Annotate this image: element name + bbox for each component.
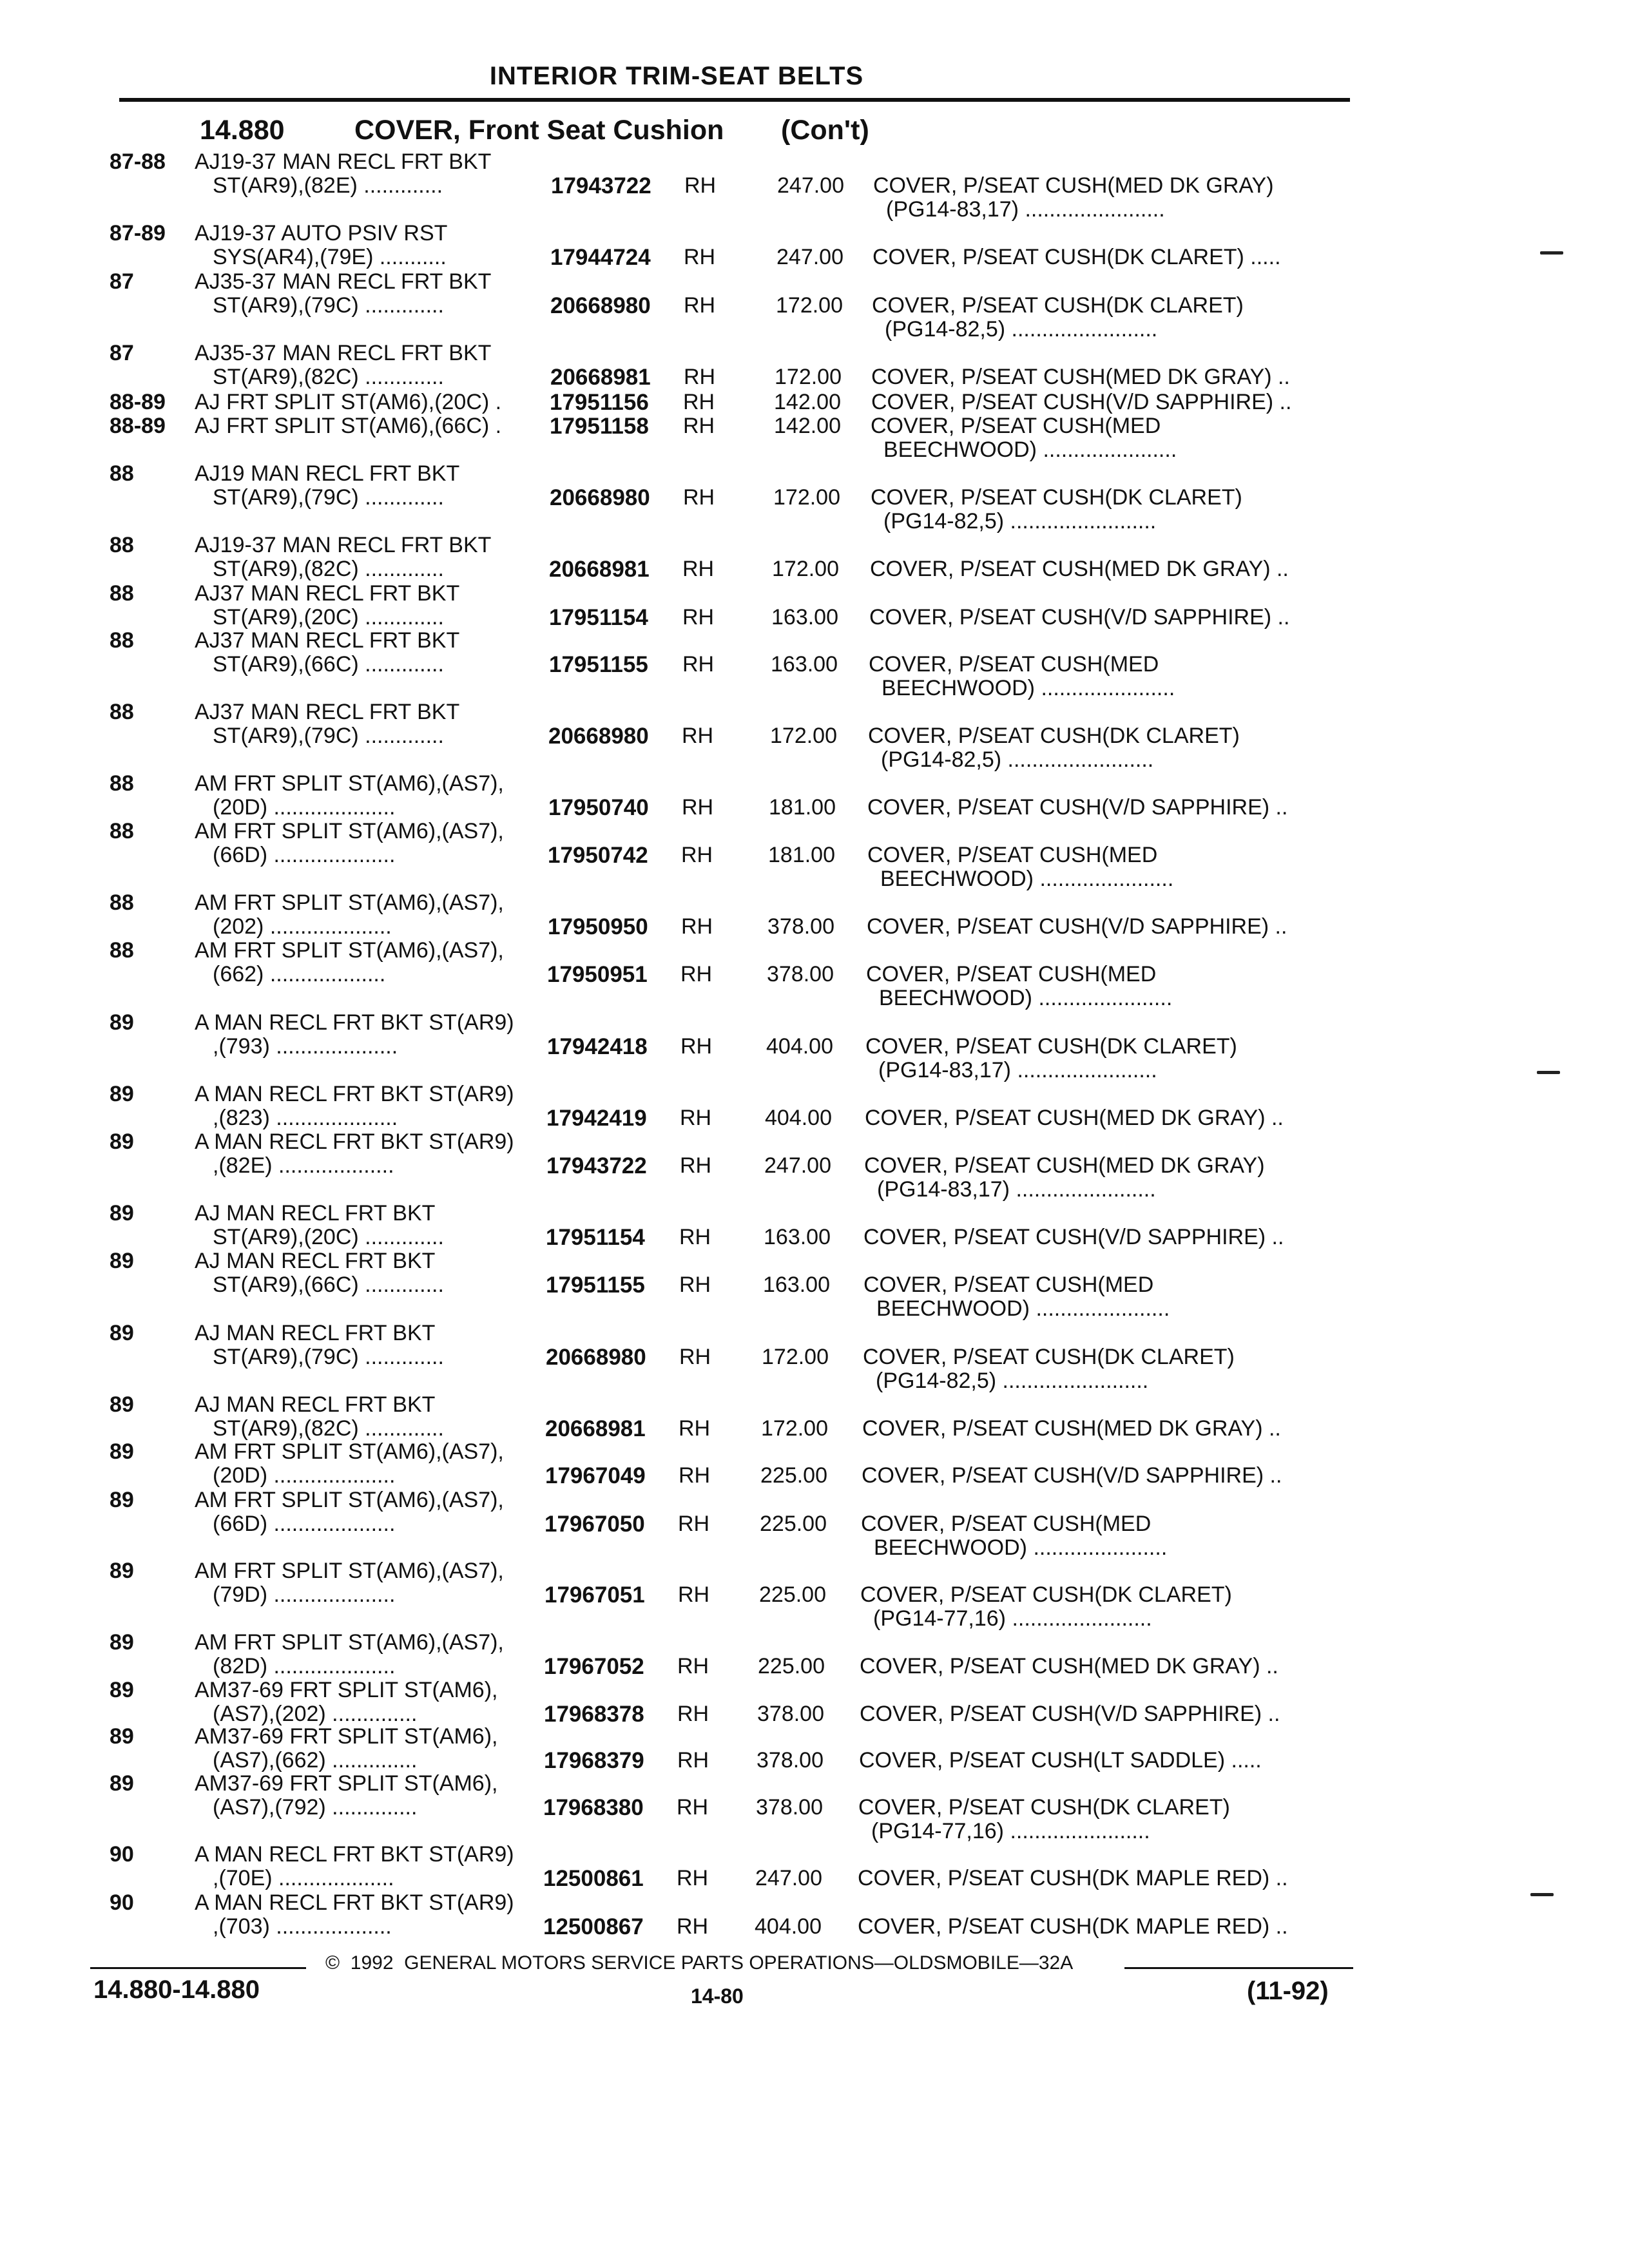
- side-label: RH: [679, 1463, 711, 1488]
- description-line-1: COVER, P/SEAT CUSH(MED DK GRAY) ..: [871, 365, 1290, 389]
- description-line-1: COVER, P/SEAT CUSH(MED: [867, 843, 1158, 867]
- price: 378.00: [767, 914, 834, 939]
- description-line-1: COVER, P/SEAT CUSH(V/D SAPPHIRE) ..: [871, 390, 1292, 414]
- description-line-1: COVER, P/SEAT CUSH(MED: [861, 1512, 1152, 1536]
- description-line-2: BEECHWOOD) ......................: [880, 867, 1174, 891]
- footer-page-number: 14-80: [691, 1984, 744, 2008]
- side-label: RH: [679, 1416, 711, 1441]
- price: 172.00: [776, 293, 843, 318]
- application-line-1: AM FRT SPLIT ST(AM6),(AS7),: [195, 1630, 504, 1655]
- application-line-1: AM FRT SPLIT ST(AM6),(AS7),: [195, 819, 504, 843]
- model-year: 89: [110, 1129, 134, 1154]
- price: 142.00: [774, 414, 841, 438]
- application-line-2: ST(AR9),(20C) .............: [213, 605, 444, 629]
- application-line-2: ,(793) ....................: [213, 1034, 398, 1059]
- part-number: 20668980: [550, 485, 650, 510]
- model-year: 90: [110, 1890, 134, 1915]
- part-number: 17951154: [546, 1225, 645, 1250]
- model-year: 89: [110, 1678, 134, 1702]
- application-line-2: (20D) ....................: [213, 795, 396, 820]
- description-line-1: COVER, P/SEAT CUSH(V/D SAPPHIRE) ..: [869, 605, 1290, 629]
- price: 181.00: [769, 795, 836, 820]
- part-number: 17951155: [546, 1273, 645, 1298]
- part-number: 20668981: [545, 1416, 646, 1441]
- part-number: 17967050: [545, 1512, 645, 1537]
- description-line-1: COVER, P/SEAT CUSH(MED: [869, 652, 1159, 677]
- side-label: RH: [683, 485, 715, 510]
- price: 163.00: [771, 605, 838, 629]
- description-line-2: (PG14-82,5) ........................: [881, 747, 1154, 772]
- side-label: RH: [680, 962, 713, 986]
- footer-date-code: (11-92): [1247, 1977, 1329, 2005]
- application-line-2: ST(AR9),(79C) .............: [213, 724, 444, 748]
- application-line-2: ,(703) ...................: [213, 1914, 392, 1939]
- side-label: RH: [684, 245, 716, 269]
- price: 163.00: [764, 1225, 831, 1249]
- price: 172.00: [775, 365, 842, 389]
- part-number: 20668981: [550, 365, 651, 390]
- part-number: 17968378: [544, 1702, 644, 1727]
- application-line-2: ST(AR9),(66C) .............: [213, 652, 444, 677]
- side-label: RH: [677, 1748, 709, 1773]
- price: 404.00: [766, 1034, 833, 1059]
- description-line-1: COVER, P/SEAT CUSH(DK CLARET): [858, 1795, 1230, 1820]
- description-line-2: (PG14-82,5) ........................: [885, 317, 1158, 341]
- application-line-2: (AS7),(792) ..............: [213, 1795, 418, 1820]
- model-year: 89: [110, 1771, 134, 1796]
- copyright-notice: © 1992 GENERAL MOTORS SERVICE PARTS OPERATIONS—OLDSMOBILE—32A: [325, 1952, 1074, 1974]
- application-line-1: AM37-69 FRT SPLIT ST(AM6),: [195, 1771, 498, 1796]
- part-number: 12500861: [543, 1866, 644, 1891]
- side-label: RH: [677, 1914, 709, 1939]
- description-line-1: COVER, P/SEAT CUSH(DK CLARET): [868, 724, 1240, 748]
- description-line-1: COVER, P/SEAT CUSH(V/D SAPPHIRE) ..: [860, 1702, 1280, 1726]
- application-line-1: AM FRT SPLIT ST(AM6),(AS7),: [195, 938, 504, 963]
- model-year: 87-88: [110, 149, 166, 174]
- application-line-2: ,(70E) ...................: [213, 1866, 394, 1890]
- application-line-1: AJ35-37 MAN RECL FRT BKT: [195, 341, 492, 365]
- description-line-1: COVER, P/SEAT CUSH(MED DK GRAY): [864, 1153, 1265, 1178]
- description-line-2: BEECHWOOD) ......................: [882, 676, 1175, 700]
- description-line-1: COVER, P/SEAT CUSH(DK CLARET): [872, 293, 1244, 318]
- price: 404.00: [755, 1914, 822, 1939]
- application-line-2: ST(AR9),(20C) .............: [213, 1225, 444, 1249]
- model-year: 89: [110, 1630, 134, 1655]
- price: 225.00: [760, 1463, 827, 1488]
- part-number: 17944724: [550, 245, 651, 270]
- model-year: 89: [110, 1392, 134, 1417]
- side-label: RH: [678, 1582, 710, 1607]
- application-line-2: (AS7),(202) ..............: [213, 1702, 418, 1726]
- side-label: RH: [681, 914, 713, 939]
- description-line-2: BEECHWOOD) ......................: [876, 1296, 1170, 1321]
- price: 172.00: [772, 557, 839, 581]
- model-year: 87: [110, 341, 134, 365]
- model-year: 88: [110, 461, 134, 486]
- side-label: RH: [682, 652, 715, 677]
- side-label: RH: [682, 795, 714, 820]
- side-label: RH: [680, 1106, 712, 1130]
- price: 378.00: [757, 1702, 824, 1726]
- application-line-2: (66D) ....................: [213, 1512, 396, 1536]
- application-line-2: (AS7),(662) ..............: [213, 1748, 418, 1773]
- application-line-1: AJ37 MAN RECL FRT BKT: [195, 581, 460, 606]
- price: 225.00: [758, 1654, 825, 1678]
- application-line-1: AJ MAN RECL FRT BKT: [195, 1201, 436, 1225]
- side-label: RH: [681, 843, 713, 867]
- application-line-2: (662) ...................: [213, 962, 386, 986]
- application-line-1: AJ37 MAN RECL FRT BKT: [195, 628, 460, 653]
- application-line-1: AM FRT SPLIT ST(AM6),(AS7),: [195, 890, 504, 915]
- model-year: 89: [110, 1559, 134, 1583]
- description-line-1: COVER, P/SEAT CUSH(MED: [866, 962, 1157, 986]
- model-year: 90: [110, 1842, 134, 1867]
- application-line-2: ST(AR9),(82E) .............: [213, 173, 443, 198]
- margin-mark: [1537, 1071, 1560, 1074]
- price: 225.00: [760, 1512, 827, 1536]
- description-line-2: (PG14-77,16) .......................: [871, 1819, 1150, 1843]
- model-year: 89: [110, 1488, 134, 1512]
- part-number: 17943722: [546, 1153, 647, 1178]
- application-line-2: ST(AR9),(79C) .............: [213, 293, 444, 318]
- part-number: 17942419: [546, 1106, 647, 1131]
- price: 247.00: [755, 1866, 822, 1890]
- part-number: 20668980: [546, 1345, 646, 1370]
- model-year: 88-89: [110, 414, 166, 438]
- part-number: 20668980: [550, 293, 651, 318]
- side-label: RH: [682, 605, 715, 629]
- description-line-1: COVER, P/SEAT CUSH(DK CLARET): [871, 485, 1242, 510]
- model-year: 89: [110, 1321, 134, 1345]
- model-year: 88: [110, 890, 134, 915]
- description-line-1: COVER, P/SEAT CUSH(DK MAPLE RED) ..: [858, 1914, 1288, 1939]
- side-label: RH: [680, 1153, 712, 1178]
- part-number: 17950740: [548, 795, 649, 820]
- model-year: 88: [110, 581, 134, 606]
- side-label: RH: [677, 1654, 709, 1678]
- price: 247.00: [776, 245, 843, 269]
- application-line-1: AJ MAN RECL FRT BKT: [195, 1249, 436, 1273]
- application-line-1: A MAN RECL FRT BKT ST(AR9): [195, 1842, 514, 1867]
- application-line-2: (66D) ....................: [213, 843, 396, 867]
- price: 181.00: [768, 843, 835, 867]
- description-line-1: COVER, P/SEAT CUSH(MED: [863, 1273, 1154, 1297]
- description-line-1: COVER, P/SEAT CUSH(DK MAPLE RED) ..: [858, 1866, 1288, 1890]
- section-name: COVER, Front Seat Cushion: [354, 115, 724, 146]
- application-line-1: AM FRT SPLIT ST(AM6),(AS7),: [195, 1559, 504, 1583]
- price: 172.00: [762, 1345, 829, 1369]
- part-number: 17951156: [550, 390, 649, 415]
- model-year: 88: [110, 533, 134, 557]
- application-line-1: AM37-69 FRT SPLIT ST(AM6),: [195, 1678, 498, 1702]
- part-number: 17950951: [547, 962, 648, 987]
- price: 163.00: [771, 652, 838, 677]
- application-line-2: (20D) ....................: [213, 1463, 396, 1488]
- application-line-1: AJ37 MAN RECL FRT BKT: [195, 700, 460, 724]
- price: 247.00: [777, 173, 844, 198]
- model-year: 88: [110, 771, 134, 796]
- part-number: 20668980: [548, 724, 649, 749]
- page-title: INTERIOR TRIM-SEAT BELTS: [489, 62, 864, 90]
- margin-mark: [1530, 1893, 1554, 1896]
- side-label: RH: [679, 1345, 711, 1369]
- application-line-2: ,(82E) ...................: [213, 1153, 394, 1178]
- model-year: 88: [110, 938, 134, 963]
- part-number: 20668981: [549, 557, 650, 582]
- side-label: RH: [684, 173, 717, 198]
- part-number: 17943722: [551, 173, 651, 198]
- application-line-1: AJ35-37 MAN RECL FRT BKT: [195, 269, 492, 294]
- part-number: 17967051: [545, 1582, 645, 1608]
- side-label: RH: [677, 1702, 709, 1726]
- side-label: RH: [679, 1273, 711, 1297]
- side-label: RH: [683, 390, 715, 414]
- part-number: 17951155: [549, 652, 648, 677]
- description-line-2: (PG14-83,17) .......................: [878, 1058, 1157, 1082]
- description-line-1: COVER, P/SEAT CUSH(MED: [871, 414, 1161, 438]
- header-rule: [119, 98, 1350, 102]
- side-label: RH: [684, 365, 716, 389]
- application-line-2: SYS(AR4),(79E) ...........: [213, 245, 447, 269]
- footer-rule-right: [1124, 1967, 1353, 1969]
- description-line-1: COVER, P/SEAT CUSH(V/D SAPPHIRE) ..: [862, 1463, 1282, 1488]
- application-line-2: ,(823) ....................: [213, 1106, 398, 1130]
- application-line-1: AJ MAN RECL FRT BKT: [195, 1392, 436, 1417]
- application-line-1: AM FRT SPLIT ST(AM6),(AS7),: [195, 1488, 504, 1512]
- description-line-1: COVER, P/SEAT CUSH(V/D SAPPHIRE) ..: [863, 1225, 1284, 1249]
- part-number: 17951154: [549, 605, 648, 630]
- description-line-1: COVER, P/SEAT CUSH(MED DK GRAY): [873, 173, 1274, 198]
- footer-section-range: 14.880-14.880: [93, 1975, 260, 2004]
- side-label: RH: [682, 724, 714, 748]
- part-number: 12500867: [543, 1914, 644, 1939]
- price: 225.00: [759, 1582, 826, 1607]
- application-line-1: A MAN RECL FRT BKT ST(AR9): [195, 1082, 514, 1106]
- application-line-1: A MAN RECL FRT BKT ST(AR9): [195, 1129, 514, 1154]
- description-line-2: (PG14-83,17) .......................: [877, 1177, 1156, 1202]
- side-label: RH: [683, 414, 715, 438]
- section-continued: (Con't): [781, 115, 869, 146]
- side-label: RH: [677, 1866, 709, 1890]
- model-year: 89: [110, 1439, 134, 1464]
- side-label: RH: [679, 1225, 711, 1249]
- application-line-1: AM37-69 FRT SPLIT ST(AM6),: [195, 1724, 498, 1749]
- price: 142.00: [774, 390, 841, 414]
- side-label: RH: [677, 1795, 709, 1820]
- application-line-2: (82D) ....................: [213, 1654, 396, 1678]
- side-label: RH: [678, 1512, 710, 1536]
- description-line-1: COVER, P/SEAT CUSH(MED DK GRAY) ..: [862, 1416, 1281, 1441]
- price: 163.00: [763, 1273, 830, 1297]
- margin-mark: [1540, 251, 1563, 255]
- price: 247.00: [764, 1153, 831, 1178]
- price: 172.00: [773, 485, 840, 510]
- side-label: RH: [682, 557, 715, 581]
- description-line-2: (PG14-83,17) .......................: [886, 197, 1165, 222]
- description-line-1: COVER, P/SEAT CUSH(DK CLARET) .....: [872, 245, 1281, 269]
- description-line-1: COVER, P/SEAT CUSH(MED DK GRAY) ..: [860, 1654, 1278, 1678]
- part-number: 17950742: [548, 843, 648, 868]
- application-line-1: AM FRT SPLIT ST(AM6),(AS7),: [195, 771, 504, 796]
- description-line-1: COVER, P/SEAT CUSH(DK CLARET): [865, 1034, 1237, 1059]
- price: 172.00: [770, 724, 837, 748]
- application-line-2: ST(AR9),(66C) .............: [213, 1273, 444, 1297]
- application-line-1: AM FRT SPLIT ST(AM6),(AS7),: [195, 1439, 504, 1464]
- description-line-1: COVER, P/SEAT CUSH(DK CLARET): [860, 1582, 1232, 1607]
- part-number: 17968379: [544, 1748, 644, 1773]
- application-line-1: AJ FRT SPLIT ST(AM6),(66C) .: [195, 414, 502, 438]
- price: 404.00: [765, 1106, 832, 1130]
- description-line-1: COVER, P/SEAT CUSH(DK CLARET): [863, 1345, 1235, 1369]
- description-line-2: BEECHWOOD) ......................: [874, 1535, 1168, 1560]
- part-number: 17967052: [544, 1654, 644, 1679]
- application-line-2: ST(AR9),(79C) .............: [213, 485, 444, 510]
- application-line-1: A MAN RECL FRT BKT ST(AR9): [195, 1010, 514, 1035]
- model-year: 88: [110, 628, 134, 653]
- description-line-2: BEECHWOOD) ......................: [879, 986, 1173, 1010]
- application-line-2: (202) ....................: [213, 914, 392, 939]
- part-number: 17967049: [545, 1463, 646, 1488]
- application-line-1: AJ MAN RECL FRT BKT: [195, 1321, 436, 1345]
- model-year: 89: [110, 1249, 134, 1273]
- application-line-1: AJ19-37 AUTO PSIV RST: [195, 221, 448, 245]
- part-number: 17942418: [547, 1034, 648, 1059]
- description-line-1: COVER, P/SEAT CUSH(LT SADDLE) .....: [859, 1748, 1262, 1773]
- description-line-1: COVER, P/SEAT CUSH(V/D SAPPHIRE) ..: [867, 914, 1287, 939]
- model-year: 89: [110, 1010, 134, 1035]
- description-line-2: (PG14-77,16) .......................: [873, 1606, 1152, 1631]
- model-year: 88-89: [110, 390, 166, 414]
- part-number: 17951158: [550, 414, 649, 439]
- part-number: 17950950: [548, 914, 648, 939]
- application-line-2: ST(AR9),(82C) .............: [213, 557, 444, 581]
- price: 378.00: [757, 1748, 824, 1773]
- model-year: 88: [110, 700, 134, 724]
- model-year: 89: [110, 1201, 134, 1225]
- price: 378.00: [756, 1795, 823, 1820]
- application-line-2: ST(AR9),(79C) .............: [213, 1345, 444, 1369]
- side-label: RH: [680, 1034, 713, 1059]
- application-line-1: A MAN RECL FRT BKT ST(AR9): [195, 1890, 514, 1915]
- description-line-1: COVER, P/SEAT CUSH(MED DK GRAY) ..: [865, 1106, 1284, 1130]
- part-number: 17968380: [543, 1795, 644, 1820]
- description-line-2: BEECHWOOD) ......................: [883, 437, 1177, 462]
- application-line-2: ST(AR9),(82C) .............: [213, 365, 444, 389]
- model-year: 89: [110, 1082, 134, 1106]
- section-number: 14.880: [200, 115, 285, 146]
- price: 378.00: [767, 962, 834, 986]
- application-line-1: AJ19 MAN RECL FRT BKT: [195, 461, 460, 486]
- model-year: 87: [110, 269, 134, 294]
- model-year: 88: [110, 819, 134, 843]
- application-line-1: AJ FRT SPLIT ST(AM6),(20C) .: [195, 390, 502, 414]
- description-line-1: COVER, P/SEAT CUSH(V/D SAPPHIRE) ..: [867, 795, 1288, 820]
- side-label: RH: [684, 293, 716, 318]
- application-line-1: AJ19-37 MAN RECL FRT BKT: [195, 149, 492, 174]
- model-year: 87-89: [110, 221, 166, 245]
- description-line-1: COVER, P/SEAT CUSH(MED DK GRAY) ..: [870, 557, 1289, 581]
- description-line-2: (PG14-82,5) ........................: [876, 1369, 1149, 1393]
- description-line-2: (PG14-82,5) ........................: [883, 509, 1157, 533]
- footer-rule-left: [90, 1967, 306, 1969]
- application-line-1: AJ19-37 MAN RECL FRT BKT: [195, 533, 492, 557]
- price: 172.00: [761, 1416, 828, 1441]
- application-line-2: (79D) ....................: [213, 1582, 396, 1607]
- model-year: 89: [110, 1724, 134, 1749]
- application-line-2: ST(AR9),(82C) .............: [213, 1416, 444, 1441]
